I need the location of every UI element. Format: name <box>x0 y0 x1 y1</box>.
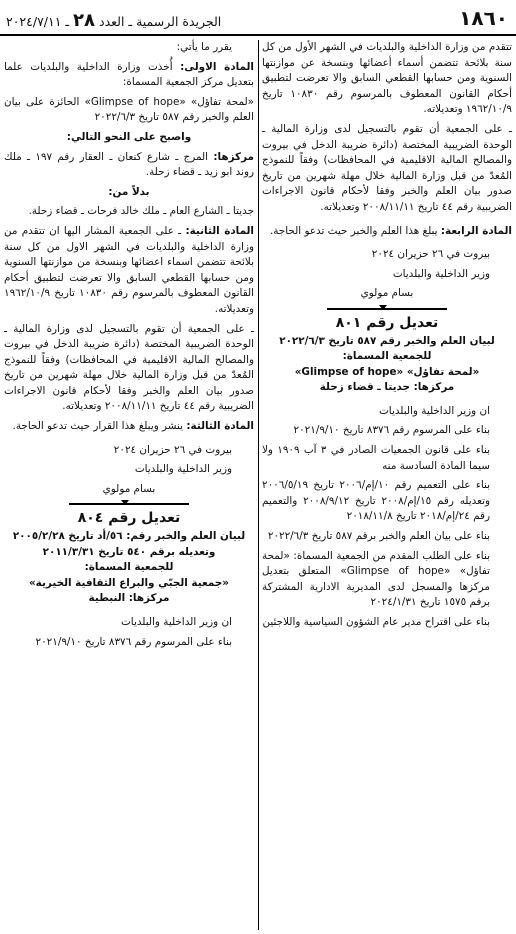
article-label: المادة الرابعة: <box>440 224 512 237</box>
right-column <box>262 40 512 635</box>
article-label: المادة الثانية: <box>185 224 254 237</box>
became-heading: واصبح على النحو التالي: <box>66 130 192 143</box>
sign-title: وزير الداخلية والبلديات <box>134 463 232 476</box>
article-text: أُخذت وزارة الداخلية والبلديات علما بتعديل مركز الجمعية المسماة: <box>4 60 254 89</box>
paragraph: ـ على الجمعية أن تقوم بالتسجيل لدى وزارة المالية ـ الوحدة الضريبية المختصة (دائرة ضريبة الدخل في بيروت والمصالح المالية الاقليمية في المحافظات) وفقاً للنموذج المُعدّ من قبل وزارة المالية خلال مهلة شهرين من تاريخ صدور بيان العلم والخبر وفقا لأحكام قانون الاجراءات الضريبية رقم ٤٤ تاريخ ٢٠٠٨/١١/١١ وتعديلاته. <box>262 122 512 213</box>
gazette-title <box>6 10 221 31</box>
separator-arrow <box>69 503 189 505</box>
basis-item: بناء على التعميم رقم ١٠/إم/٢٠٠٦ تاريخ ٢٠٠٦/٥/١٩ وتعديله رقم ١٥/إم/٢٠٠٨ تاريخ ٢٠٠٨/٩/١٢ والتعميم رقم ٢٤/إم/٢٠١٨ تاريخ ٢٠١٨/١١/٨ <box>262 479 491 523</box>
page-number: ١٨٦٠ <box>459 6 508 30</box>
article-text: ـ على الجمعية المشار اليها ان تتقدم من وزارة الداخلية والبلديات في الشهر الاول من كل سنة بلائحة تتضمن اسماء اعضائها وبنسخة من موازنتها السنوية ومن حسابها القطعي السابق والا تعرضت لتطبيق أحكام القانون المعطوف بالمرسوم رقم ١٠٨٣٠ تاريخ ١٩٦٢/١٠/٩ وتعديلاته. <box>4 224 255 315</box>
article-2 <box>4 224 254 318</box>
article-label: المادة الاولى: <box>180 60 254 73</box>
paragraph: ـ على الجمعية أن تقوم بالتسجيل لدى وزارة المالية ـ الوحدة الضريبية المختصة (دائرة ضريبة الدخل في بيروت والمصالح المالية الاقليمية في المحافظات) وفقاً للنموذج المُعدّ من قبل وزارة المالية خلال مهلة شهرين من تاريخ صدور بيان العلم والخبر وفقا لأحكام قانون الاجراءات الضريبية رقم ٤٤ تاريخ ٢٠٠٨/١١/١١ وتعديلاته. <box>4 322 254 413</box>
basis-item: بناء على الطلب المقدم من الجمعية المسماة: «لمحة تفاؤل» «Glimpse of hope» المتعلق بتعديل مركزها والمسجل لدى المديرية الادارية المشتركة برقم ١٥٧٥ تاريخ ٢٠٢٤/١/٣١ <box>262 549 490 609</box>
left-column <box>4 40 254 654</box>
minister-line: ان وزير الداخلية والبلديات <box>379 404 490 417</box>
separator-arrow <box>327 308 447 310</box>
association-name: «جمعية الجبّي والبراع الثقافية الخيرية» <box>28 576 230 589</box>
amendment-title: تعديل رقم ٨٠٤ <box>77 510 181 527</box>
column-divider <box>258 40 259 930</box>
article-1 <box>4 60 254 91</box>
old-hq: جديتا ـ الشارع العام ـ ملك خالد فرحات ـ قضاء زحلة. <box>28 205 254 218</box>
amendment-subtitle-2: وتعديله برقم ٥٤٠ تاريخ ٢٠١١/٣/٣١ <box>42 545 216 558</box>
new-hq <box>4 150 254 181</box>
page-header <box>0 0 516 36</box>
amendment-for: للجمعية المسماة: <box>84 561 174 574</box>
decision-intro: يقرر ما يأتي: <box>176 41 232 53</box>
sign-date: بيروت في ٢٦ حزيران ٢٠٢٤ <box>113 443 232 456</box>
association-hq: مركزها: النبطية <box>88 592 170 605</box>
article-1-association: «لمحة تفاؤل» «Glimpse of hope» الحائزة على بيان العلم والخبر رقم ٥٨٧ تاريخ ٢٠٢٢/٦/٣ <box>4 95 254 124</box>
amendment-subtitle: لبيان العلم والخبر رقم ٥٨٧ تاريخ ٢٠٢٢/٦/٣ <box>279 334 495 347</box>
basis-item: بناء على المرسوم رقم ٨٣٧٦ تاريخ ٢٠٢١/٩/١٠ <box>35 635 232 648</box>
amendment-for: للجمعية المسماة: <box>342 350 432 363</box>
article-4 <box>262 224 512 240</box>
hq-text: المرج ـ شارع كنعان ـ العقار رقم ١٩٧ ـ ملك روند ابو زيد ـ قضاء زحلة. <box>4 150 254 179</box>
issue-date: ـ ٢٠٢٤/٧/١١ <box>6 14 70 29</box>
association-name: «لمحة تفاؤل» «Glimpse of hope» <box>294 365 480 378</box>
basis-item: بناء على اقتراح مدير عام الشؤون السياسية واللاجئين <box>262 616 490 628</box>
article-3 <box>4 419 254 435</box>
amendment-subtitle: لبيان العلم والخبر رقم: ٥٦/أد تاريخ ٢٠٠٥/٢/٢٨ <box>12 530 246 543</box>
sign-date: بيروت في ٢٦ حزيران ٢٠٢٤ <box>371 248 490 261</box>
issue-number: ٢٨ <box>73 10 96 31</box>
basis-item: بناء على قانون الجمعيات الصادر في ٣ آب ١٩٠٩ ولا سيما المادة السادسة منه <box>262 444 490 472</box>
amendment-title: تعديل رقم ٨٠١ <box>335 314 439 331</box>
article-text: ينشر ويبلغ هذا القرار حيث تدعو الحاجة. <box>12 420 184 433</box>
paragraph: تتقدم من وزارة الداخلية والبلديات في الشهر الأول من كل سنة بلائحة تتضمن أسماء أعضائها وبنسخة عن موازنتها السنوية ومن حسابها القطعي السابق والا تعرضت لتطبيق أحكام القانون المعطوف بالمرسوم رقم ١٠٨٣٠ تاريخ ١٩٦٢/١٠/٩ وتعديلاته. <box>262 41 512 116</box>
article-label: المادة الثالثة: <box>186 420 254 433</box>
sign-title: وزير الداخلية والبلديات <box>392 267 490 280</box>
sign-name: بسام مولوي <box>102 482 156 495</box>
minister-line: ان وزير الداخلية والبلديات <box>121 616 232 628</box>
article-text: يبلغ هذا العلم والخبر حيث تدعو الحاجة. <box>269 224 438 237</box>
hq-label: مركزها: <box>213 150 254 163</box>
instead-heading: بدلاً من: <box>108 185 150 198</box>
basis-item: بناء على المرسوم رقم ٨٣٧٦ تاريخ ٢٠٢١/٩/١٠ <box>293 424 490 437</box>
gazette-name: الجريدة الرسمية ـ العدد <box>99 14 222 29</box>
sign-name: بسام مولوي <box>360 287 414 300</box>
association-hq: مركزها: جديتا ـ قضاء زحلة <box>319 381 455 394</box>
basis-item: بناء على بيان العلم والخبر برقم ٥٨٧ تاريخ ٢٠٢٢/٦/٣ <box>267 530 490 543</box>
